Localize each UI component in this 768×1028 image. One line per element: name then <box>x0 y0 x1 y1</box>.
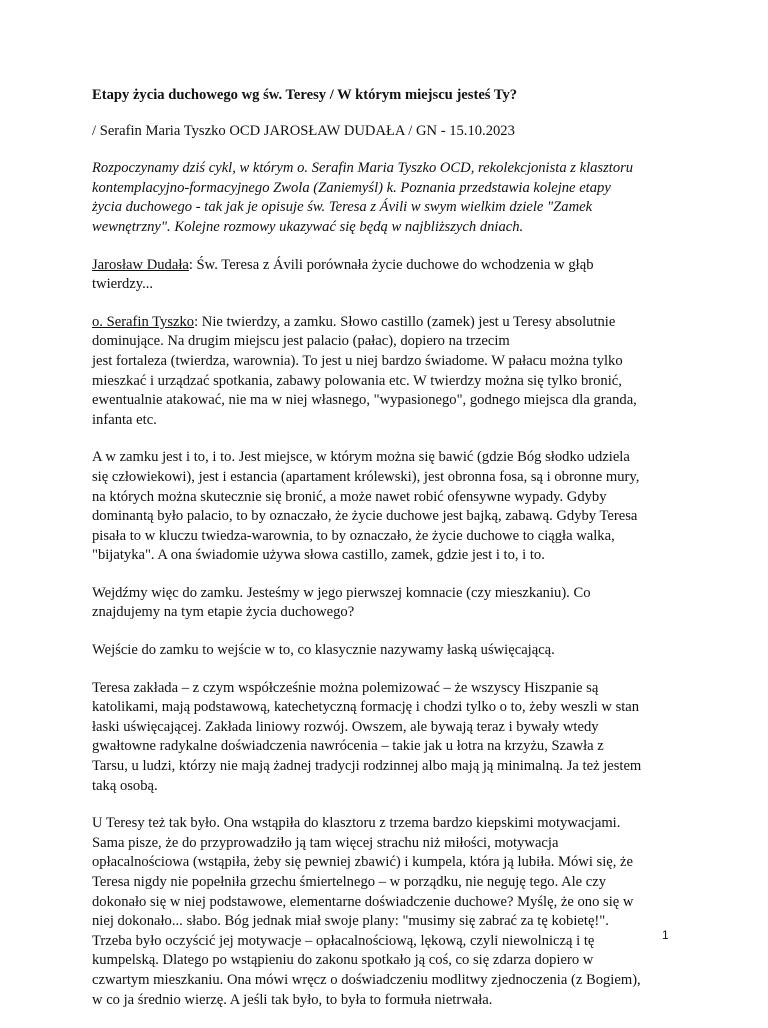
text-line <box>92 256 680 276</box>
text-line: Wejdźmy więc do zamku. Jesteśmy w jego pierwszej komnacie (czy mieszkaniu). Co <box>92 584 591 601</box>
text-line: Wejście do zamku to wejście w to, co klasycznie nazywamy łaską uświęcającą. <box>92 642 555 659</box>
text-line: A w zamku jest i to, i to. Jest miejsce, w którym można się bawić (gdzie Bóg słodko udziela <box>92 449 630 466</box>
text-line: Teresa zakłada – z czym współcześnie można polemizować – że wszyscy Hiszpanie są <box>92 679 599 696</box>
paragraph-wejdzmy <box>92 584 680 623</box>
text-line: taką osobą. <box>92 777 158 794</box>
intro-paragraph <box>92 159 680 237</box>
document-body <box>92 86 680 1028</box>
text-line: Sama pisze, że do przyprowadziło ją tam więcej strachu niż miłości, motywacja <box>92 834 559 851</box>
text-line: twierdzy... <box>92 276 154 293</box>
paragraph-zamek <box>92 448 680 566</box>
text-line: dominujące. Na drugim miejscu jest palacio (pałac), dopiero na trzecim <box>92 333 510 350</box>
article-title: Etapy życia duchowego wg św. Teresy / W którym miejscu jesteś Ty? <box>92 87 518 103</box>
text-segment: : Św. Teresa z Ávili porównała życie duchowe do wchodzenia w głąb <box>188 256 594 273</box>
speaker-name: o. Serafin Tyszko <box>92 313 195 330</box>
text-line: łaski uświęcającej. Zakłada liniowy rozwój. Owszem, ale bywają teraz i bywały wtedy <box>92 718 599 735</box>
text-segment: : Nie twierdzy, a zamku. Słowo castillo (zamek) jest u Teresy absolutnie <box>194 313 616 330</box>
paragraph-u-teresy <box>92 814 680 1010</box>
text-line: Trzeba było oczyścić jej motywacje – opłacalnościową, lękową, czyli niewolniczą i tę <box>92 932 595 949</box>
text-line: U Teresy też tak było. Ona wstąpiła do klasztoru z trzema bardzo kiepskimi motywacjami. <box>92 815 621 832</box>
paragraph-teresa <box>92 679 680 797</box>
text-line: "bijatyka". A ona świadomie używa słowa castillo, zamek, gdzie jest i to, i to. <box>92 547 545 564</box>
text-line: życia duchowego - tak jak je opisuje św. Teresa z Ávili w swym wielkim dziele "Zamek <box>92 199 593 216</box>
answer-paragraph <box>92 313 680 431</box>
paragraph-wejscie <box>92 641 680 661</box>
speaker-name: Jarosław Dudała <box>92 256 189 273</box>
byline: / Serafin Maria Tyszko OCD JAROSŁAW DUDAŁA / GN - 15.10.2023 <box>92 122 515 139</box>
text-line: dominantą było palacio, to by oznaczało, że życie duchowe jest bajką, zabawą. Gdyby Teresa <box>92 508 638 525</box>
text-line: ewentualnie atakować, nie ma w niej własnego, "wypasionego", godnego miejsca dla granda, <box>92 392 637 409</box>
text-line <box>92 313 680 333</box>
text-line: kontemplacyjno-formacyjnego Zwola (Zaniemyśl) k. Poznania przedstawia kolejne etapy <box>92 179 611 196</box>
text-line: Rozpoczynamy dziś cykl, w którym o. Serafin Maria Tyszko OCD, rekolekcjonista z klasztoru <box>92 160 634 177</box>
text-line: na których można skutecznie się bronić, a może nawet robić ofensywne wypady. Gdyby <box>92 488 607 505</box>
text-line: Tarsu, u ludzi, którzy nie mają żadnej tradycji rodzinnej albo mają ją minimalną. Ja też jestem <box>92 758 642 775</box>
text-line: opłacalnościowa (wstąpiła, żeby się pewniej zbawić) i kumpela, która ją lubiła. Mówi się, że <box>92 854 634 871</box>
text-line: czwartym mieszkaniu. Ona mówi wręcz o doświadczeniu modlitwy zjednoczenia (z Bogiem), <box>92 971 641 988</box>
text-line: infanta etc. <box>92 411 157 428</box>
text-line: katolikami, mają podstawową, katechetyczną formację i chodzi tylko o to, żeby weszli w stan <box>92 699 640 716</box>
text-line: w co ja średnio wierzę. A jeśli tak było, to była to formuła nietrwała. <box>92 991 493 1008</box>
text-line: pisała to w kluczu twiedza-warownia, to by oznaczało, że życie duchowe to ciągła walka, <box>92 527 615 544</box>
text-line: wewnętrzny". Kolejne rozmowy ukazywać się będą w najbliższych dniach. <box>92 218 524 235</box>
text-line: kumpelską. Dlatego po wstąpieniu do zakonu spotkało ją coś, co się zdarza dopiero w <box>92 952 594 969</box>
text-line: znajdujemy na tym etapie życia duchowego? <box>92 604 355 621</box>
text-line: Teresa nigdy nie popełniła grzechu śmiertelnego – w porządku, nie neguję tego. Ale czy <box>92 874 607 890</box>
question-paragraph <box>92 256 680 295</box>
text-line: się człowiekowi), jest i estancia (apartament królewski), jest obronna fosa, są i obronne mury, <box>92 468 640 485</box>
page-number: 1 <box>662 928 669 942</box>
text-line: gwałtowne radykalne doświadczenia nawrócenia – takie jak u łotra na krzyżu, Szawła z <box>92 738 604 755</box>
text-line: dokonało się w niej podstawowe, elementarne doświadczenie duchowe? Myślę, że ono się w <box>92 893 634 910</box>
text-line: mieszkać i urządzać spotkania, zabawy polowania etc. W twierdzy można się tylko bronić, <box>92 372 622 389</box>
text-line: niej dokonało... słabo. Bóg jednak miał swoje plany: "musimy się zabrać za tę kobietę!". <box>92 913 609 930</box>
text-line: jest fortaleza (twierdza, warownia). To jest u niej bardzo świadome. W pałacu można tylko <box>92 352 623 369</box>
